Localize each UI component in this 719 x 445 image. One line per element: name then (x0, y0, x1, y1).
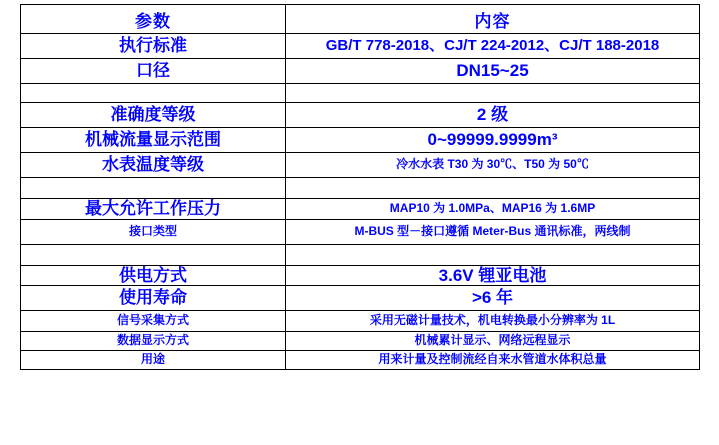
table-row (21, 351, 700, 370)
row-content-cell: 采用无磁计量技术，机电转换最小分辨率为 1L (286, 311, 700, 332)
row-content-cell: >6 年 (286, 286, 700, 311)
table-row (21, 103, 700, 128)
row-param-cell: 口径 (21, 59, 286, 84)
row-content-cell: 2 级 (286, 103, 700, 128)
row-content-cell: MAP10 为 1.0MPa、MAP16 为 1.6MP (286, 199, 700, 220)
row-param-cell: 数据显示方式 (21, 332, 286, 351)
row-content-cell: 机械累计显示、网络远程显示 (286, 332, 700, 351)
row-content-cell: GB/T 778-2018、CJ/T 224-2012、CJ/T 188-2018 (286, 34, 700, 59)
row-param-cell: 接口类型 (21, 219, 286, 244)
table-row (21, 128, 700, 153)
table-row (21, 332, 700, 351)
row-param-cell (21, 178, 286, 199)
row-param-cell (21, 84, 286, 103)
specification-table (20, 4, 700, 370)
table-row (21, 311, 700, 332)
header-param: 参数 (21, 5, 286, 34)
row-content-cell: 0~99999.9999m³ (286, 128, 700, 153)
table-row (21, 265, 700, 286)
row-param-cell: 信号采集方式 (21, 311, 286, 332)
table-row (21, 84, 700, 103)
row-content-cell (286, 244, 700, 265)
row-content-cell (286, 178, 700, 199)
table-row (21, 286, 700, 311)
table-row (21, 153, 700, 178)
row-param-cell: 使用寿命 (21, 286, 286, 311)
table-row (21, 219, 700, 244)
table-row (21, 59, 700, 84)
header-content: 内容 (286, 5, 700, 34)
row-content-cell: 用来计量及控制流经自来水管道水体积总量 (286, 351, 700, 370)
table-row (21, 34, 700, 59)
row-content-cell (286, 84, 700, 103)
row-param-cell: 机械流量显示范围 (21, 128, 286, 153)
row-param-cell: 供电方式 (21, 265, 286, 286)
row-content-cell: 冷水水表 T30 为 30℃、T50 为 50℃ (286, 153, 700, 178)
table-row (21, 199, 700, 220)
row-param-cell: 准确度等级 (21, 103, 286, 128)
row-param-cell: 用途 (21, 351, 286, 370)
row-param-cell: 水表温度等级 (21, 153, 286, 178)
table-header-row (21, 5, 700, 34)
row-param-cell: 执行标准 (21, 34, 286, 59)
table-row (21, 178, 700, 199)
row-param-cell: 最大允许工作压力 (21, 199, 286, 220)
row-content-cell: DN15~25 (286, 59, 700, 84)
table-row (21, 244, 700, 265)
row-content-cell: 3.6V 锂亚电池 (286, 265, 700, 286)
table-body (21, 34, 700, 370)
row-param-cell (21, 244, 286, 265)
row-content-cell: M-BUS 型－接口遵循 Meter-Bus 通讯标准，两线制 (286, 219, 700, 244)
